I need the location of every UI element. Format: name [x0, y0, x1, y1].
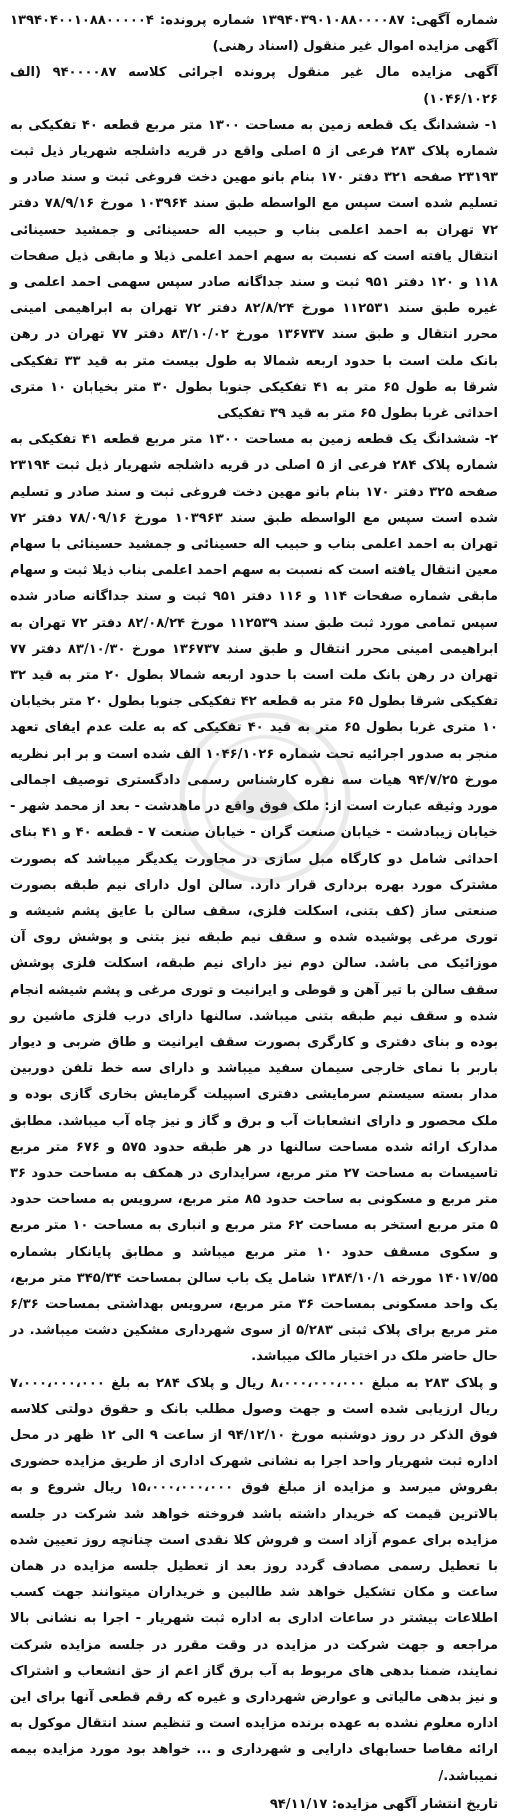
publish-date: تاریخ انتشار آگهی مزایده: ۹۴/۱۱/۱۷	[269, 1796, 498, 1812]
case-title-line: آگهی مزایده مال غیر منقول پرونده اجرائی کلاسه ۹۴۰۰۰۰۸۷ (الف ۱۰۴۶/۱۰۲۶)	[10, 65, 498, 107]
property-item-2: ۲- ششدانگ یک قطعه زمین به مساحت ۱۳۰۰ متر مربع قطعه ۴۱ تفکیکی به شماره پلاک ۲۸۴ فرعی از ۵ اصلی در قریه داشلجه شهریار ذیل ثبت ۲۳۱۹۴ صفحه ۳۲۵ دفتر ۱۷۰ بنام بانو مهین دخت فروغی ثبت و سند صادر و تسلیم شده است سپس مع الواسطه طبق سند ۱۰۳۹۶۳ مورخ ۷۸/۰۹/۱۶ دفتر ۷۲ تهران به احمد اعلمی بناب و حبیب اله حسینائی و جمشید حسینائی با سهام معین انتقال یافته است که نسبت به سهم احمد اعلمی بناب ذیلا ثبت و سهام مابقی شماره صفحات ۱۱۴ و ۱۱۶ دفتر ۹۵۱ ثبت و سند جداگانه صادر شده سپس تمامی مورد ثبت طبق سند ۱۱۲۵۳۹ مورخ ۸۲/۰۸/۲۴ دفتر ۷۲ تهران به ابراهیمی امینی محرر انتقال و طبق سند ۱۳۶۷۳۷ مورخ ۸۳/۱۰/۳۰ دفتر ۷۷ تهران در رهن بانک ملت است با حدود اربعه شمالا بطول ۲۰ متر به قید ۳۲ تفکیکی شرقا بطول ۶۵ متر به قطعه ۴۲ تفکیکی جنوبا بطول ۲۰ متر بخیابان ۱۰ متری غربا بطول ۶۵ متر به قید ۴۰ تفکیکی که به علت عدم ایفای تعهد منجر به صدور اجرائیه تحت شماره ۱۰۴۶/۱۰۲۶ الف شده است و بر ابر نظریه مورخ ۹۴/۷/۲۵ هیات سه نفره کارشناس رسمی دادگستری توصیف اجمالی مورد وثیقه عبارت است از: ملک فوق واقع در ماهدشت - بعد از محمد شهر - خیابان زیبادشت - خیابان صنعت گران - خیابان صنعت ۷ - قطعه ۴۰ و ۴۱ بنای احداثی شامل دو کارگاه مبل سازی در مجاورت یکدیگر میباشد که بصورت مشترک مورد بهره برداری قرار دارد. سالن اول دارای نیم طبقه بصورت صنعتی ساز (کف بتنی، اسکلت فلزی، سقف سالن با عایق پشم شیشه و توری مرغی پوشیده شده و سقف نیم طبقه نیز بتنی و پوشش روی آن موزائیک می باشد. سالن دوم نیز دارای نیم طبقه، اسکلت فلزی پوشش سقف سالن با تیر آهن و قوطی و ایرانیت و توری مرغی و پشم شیشه انجام شده و سقف نیم طبقه بتنی میباشد. سالنها دارای درب فلزی ماشین رو بوده و بنای دفتری و کارگری بصورت سقف ایرانیت و طاق ضربی و دیوار باربر با نمای خارجی سیمان سفید میباشد و دارای سه خط تلفن دوربین مدار بسته سیستم سرمایشی دفتری اسپیلت گرمایش بخاری گازی بوده و ملک محصور و دارای انشعابات آب و برق و گاز و نیز چاه آب میباشد. مطابق مدارک ارائه شده مساحت سالنها در هر طبقه حدود ۵۷۵ و ۶۷۶ متر مربع تاسیسات به مساحت ۲۷ متر مربع، سرایداری در همکف به مساحت حدود ۳۶ متر مربع و مسکونی به ساحت حدود ۸۵ متر مربع، سرویس به مساحت حدود ۵ متر مربع استخر به مساحت ۶۲ متر مربع و انباری به مساحت ۱۰ متر مربع و سکوی مسقف حدود ۱۰ متر مربع میباشد و مطابق پایانکار بشماره ۱۴۰۱۷/۵۵ مورخه ۱۳۸۴/۱۰/۱ شامل یک باب سالن بمساحت ۳۴۵/۳۴ متر مربع، یک واحد مسکونی بمساحت ۳۶ متر مربع، سرویس بهداشتی بمساحت ۶/۳۶ متر مربع برای پلاک ثبتی ۵/۲۸۳ از سوی شهرداری مشکین دشت میباشد. در حال حاضر ملک در اختیار مالک میباشد.	[10, 432, 499, 1365]
notice-header	[10, 8, 498, 113]
property-item-1: ۱- ششدانگ یک قطعه زمین به مساحت ۱۳۰۰ متر مربع قطعه ۴۰ تفکیکی به شماره پلاک ۲۸۳ فرعی از ۵ اصلی واقع در قریه داشلجه شهریار ذیل ثبت ۲۳۱۹۳ صفحه ۳۲۱ دفتر ۱۷۰ بنام بانو مهین دخت فروغی ثبت و سند صادر و تسلیم شده است سپس مع الواسطه طبق سند ۱۰۳۹۶۴ مورخ ۷۸/۹/۱۶ دفتر ۷۲ تهران به احمد اعلمی بناب و حبیب اله حسینائی و جمشید حسینائی انتقال یافته است که نسبت به سهم احمد اعلمی ذیلا و مابقی ذیل صفحات ۱۱۸ و ۱۲۰ دفتر ۹۵۱ ثبت و سند جداگانه صادر سپس سهمی احمد اعلمی و غیره طبق سند ۱۱۲۵۳۱ مورخ ۸۲/۸/۲۴ دفتر ۷۲ تهران به ابراهیمی امینی محرر انتقال و طبق سند ۱۳۶۷۳۷ مورخ ۸۳/۱۰/۰۲ دفتر ۷۷ تهران در رهن بانک ملت است با حدود اربعه شمالا به طول بیست متر به قید ۳۳ تفکیکی شرقا به طول ۶۵ متر به ۴۱ تفکیکی جنوبا بطول ۳۰ متر بخیابان ۱۰ متری احداثی غربا بطول ۶۵ متر به قید ۳۹ تفکیکی	[10, 117, 499, 422]
auction-notice	[10, 8, 499, 1812]
notice-number-line: شماره آگهی: ۱۳۹۴۰۳۹۰۱۰۸۸۰۰۰۰۸۷ شماره پرونده: ۱۳۹۴۰۴۰۰۱۰۸۸۰۰۰۰۰۴ آگهی مزایده اموال غیر منقول (اسناد رهنی)	[10, 13, 498, 55]
auction-terms: و پلاک ۲۸۳ به مبلغ ۸،۰۰۰،۰۰۰،۰۰۰ ریال و پلاک ۲۸۴ به بلغ ۷،۰۰۰،۰۰۰،۰۰۰ ریال ارزیابی شده است و جهت وصول مطلب بانک و حقوق دولتی کلاسه فوق الذکر در روز دوشنبه مورخ ۹۴/۱۲/۱۰ از ساعت ۹ الی ۱۲ ظهر در محل اداره ثبت شهریار واحد اجرا به نشانی شهرک اداری از طریق مزایده حضوری بفروش میرسد و مزایده از مبلغ فوق ۱۵،۰۰۰،۰۰۰،۰۰۰ ریال شروع و به بالاترین قیمت که خریدار داشته باشد فروخته خواهد شد شرکت در جلسه مزایده برای عموم آزاد است و فروش کلا نقدی است چنانچه روز تعیین شده با تعطیل رسمی مصادف گردد روز بعد از تعطیل جلسه مزایده در همان ساعت و مکان تشکیل خواهد شد طالبین و خریداران میتوانند جهت کسب اطلاعات بیشتر در ساعات اداری به اداره ثبت شهریار - اجرا به نشانی بالا مراجعه و جهت شرکت در مزایده در وقت مقرر در جلسه مزایده شرکت نمایند، ضمنا بدهی های مربوط به آب برق گاز اعم از حق انشعاب و اشتراک و نیز بدهی مالیاتی و عوارض شهرداری و غیره که رقم قطعی آنها برای این اداره معلوم نشده به عهده برنده مزایده است و تنظیم سند انتقال موکول به ارائه مفاصا حسابهای دارایی و شهرداری و ... خواهد بود مورد مزایده بیمه نمیباشد./	[10, 1375, 499, 1784]
